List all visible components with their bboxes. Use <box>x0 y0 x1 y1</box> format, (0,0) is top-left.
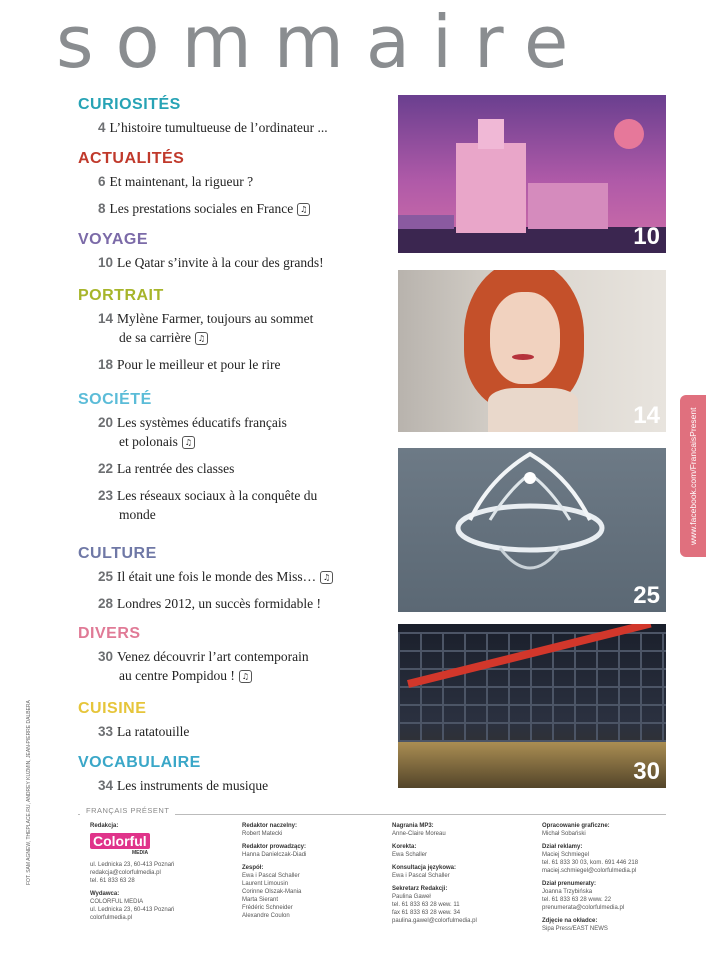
section-heading: CULTURE <box>78 545 157 562</box>
shore-shape <box>398 215 454 229</box>
toc-item[interactable] <box>98 647 368 685</box>
colorful-media-logo: Colorful MEDIA <box>90 833 230 857</box>
credit-line: Anne-Claire Moreau <box>392 831 446 837</box>
credit-line: Michał Sobański <box>542 831 586 837</box>
item-title: La rentrée des classes <box>117 461 235 476</box>
photo-page-number: 10 <box>633 223 660 250</box>
page-number: 8 <box>98 201 106 216</box>
credit-block <box>542 917 692 933</box>
item-title: Les réseaux sociaux à la conquête du <box>117 488 318 503</box>
lobby-shape <box>398 742 666 788</box>
credit-label: Redaktor naczelny: <box>242 823 298 829</box>
item-title: au centre Pompidou ! <box>119 668 235 683</box>
page-number: 20 <box>98 415 114 430</box>
photo-page-number: 14 <box>633 402 660 429</box>
credit-line: maciej.schmiegel@colorfulmedia.pl <box>542 868 637 874</box>
label-wydawca: Wydawca: <box>90 891 120 897</box>
moon-shape <box>614 119 644 149</box>
item-title: Il était une fois le monde des Miss… <box>117 569 317 584</box>
photo-tiara <box>398 448 666 612</box>
credit-label: Zespół: <box>242 865 264 871</box>
item-title: Londres 2012, un succès formidable ! <box>117 596 321 611</box>
credit-label: Sekretarz Redakcji: <box>392 886 448 892</box>
credit-line: Laurent Limousin <box>242 881 289 887</box>
audio-icon[interactable]: ♫ <box>195 332 208 345</box>
page-number: 14 <box>98 311 114 326</box>
credit-line: Maciej Schmiegel <box>542 852 590 858</box>
credit-line: tel. 61 833 63 28 wew. 11 <box>392 902 460 908</box>
toc-item[interactable] <box>98 253 368 272</box>
credit-block <box>242 864 382 920</box>
wydawca-details: COLORFUL MEDIA ul. Lednicka 23, 60-413 Poznań colorfulmedia.pl <box>90 899 175 921</box>
toc-item[interactable] <box>98 199 368 218</box>
photo-page-number: 30 <box>633 758 660 785</box>
face-shape <box>490 292 560 384</box>
page-number: 4 <box>98 120 106 135</box>
photo-mylene-farmer <box>398 270 666 432</box>
footer-col-production <box>392 822 532 930</box>
page-number: 10 <box>98 255 114 270</box>
credit-line: fax 61 833 63 28 wew. 34 <box>392 910 461 916</box>
credit-line: Ewa Schaller <box>392 852 428 858</box>
item-title: Et maintenant, la rigueur ? <box>109 174 254 189</box>
page-number: 23 <box>98 488 114 503</box>
building-shape <box>456 143 526 233</box>
item-title: Les instruments de musique <box>117 778 269 793</box>
item-title: Pour le meilleur et pour le rire <box>117 357 281 372</box>
hand-shape <box>488 388 578 432</box>
credit-line: Alexandre Coulon <box>242 913 290 919</box>
page-number: 34 <box>98 778 114 793</box>
item-title: Les systèmes éducatifs français <box>117 415 287 430</box>
page-number: 6 <box>98 174 106 189</box>
page-number: 28 <box>98 596 114 611</box>
redakcja-address: ul. Lednicka 23, 60-413 Poznań redakcja@colorfulmedia.pl tel. 61 833 63 28 <box>90 862 175 884</box>
credit-line: Ewa i Pascal Schaller <box>392 873 450 879</box>
credit-block <box>242 822 382 838</box>
page-number: 33 <box>98 724 114 739</box>
section-heading: VOYAGE <box>78 231 148 248</box>
item-title: et polonais <box>119 434 178 449</box>
item-title: L’histoire tumultueuse de l’ordinateur ... <box>109 120 328 135</box>
footer-col-publisher <box>90 822 230 922</box>
credit-line: Robert Matecki <box>242 831 283 837</box>
audio-icon[interactable]: ♫ <box>320 571 333 584</box>
credit-block <box>542 880 692 912</box>
credit-line: Joanna Trzybińska <box>542 889 593 895</box>
item-title: La ratatouille <box>117 724 190 739</box>
credit-line: Frédéric Schneider <box>242 905 293 911</box>
facebook-tab[interactable] <box>680 395 706 557</box>
item-title: monde <box>119 507 156 522</box>
toc-item[interactable] <box>98 486 368 524</box>
credit-label: Korekta: <box>392 844 417 850</box>
credit-label: Opracowanie graficzne: <box>542 823 610 829</box>
section-heading: CUISINE <box>78 700 147 717</box>
toc-item[interactable] <box>98 567 368 586</box>
toc-item[interactable] <box>98 118 368 137</box>
credit-line: Ewa i Pascal Schaller <box>242 873 300 879</box>
item-title: Les prestations sociales en France <box>109 201 294 216</box>
credit-line: Paulina Gaweł <box>392 894 431 900</box>
credit-block <box>392 822 532 838</box>
item-title: de sa carrière <box>119 330 191 345</box>
credit-block <box>242 843 382 859</box>
credit-block <box>392 843 532 859</box>
water-shape <box>398 227 666 253</box>
lips-shape <box>512 354 534 360</box>
page-number: 25 <box>98 569 114 584</box>
toc-item[interactable] <box>98 172 368 191</box>
section-heading: VOCABULAIRE <box>78 754 201 771</box>
section-heading: SOCIÉTÉ <box>78 391 152 408</box>
credit-line: Marta Sierant <box>242 897 279 903</box>
credit-line: Hanna Danielczak-Diadi <box>242 852 307 858</box>
credit-block <box>542 822 692 838</box>
credit-line: tel. 61 833 63 28 www. 22 <box>542 897 612 903</box>
footer-brand: FRANÇAIS PRÉSENT <box>80 806 175 815</box>
audio-icon[interactable]: ♫ <box>182 436 195 449</box>
page-number: 18 <box>98 357 114 372</box>
credit-label: Redaktor prowadzący: <box>242 844 307 850</box>
credit-line: paulina.gawel@colorfulmedia.pl <box>392 918 477 924</box>
credit-block <box>542 843 692 875</box>
section-heading: ACTUALITÉS <box>78 150 185 167</box>
toc-item[interactable] <box>98 459 368 478</box>
audio-icon[interactable]: ♫ <box>297 203 310 216</box>
toc-item[interactable] <box>98 413 368 451</box>
item-title: Venez découvrir l’art contemporain <box>117 649 309 664</box>
tower-shape <box>478 119 504 149</box>
section-heading: CURIOSITÉS <box>78 96 181 113</box>
page-title: sommaire <box>56 0 591 84</box>
credit-label: Zdjęcie na okładce: <box>542 918 598 924</box>
credit-label: Dział prenumeraty: <box>542 881 597 887</box>
toc-item[interactable] <box>98 355 368 374</box>
toc-item[interactable] <box>98 722 368 741</box>
label-redakcja: Redakcja: <box>90 823 119 829</box>
facebook-url[interactable]: www.facebook.com/FrancaisPresent <box>688 407 698 545</box>
credit-line: Sipa Press/EAST NEWS <box>542 926 608 932</box>
credit-block <box>392 864 532 880</box>
credit-line: prenumerata@colorfulmedia.pl <box>542 905 625 911</box>
credit-line: tel. 61 833 30 03, kom. 691 446 218 <box>542 860 639 866</box>
page-number: 22 <box>98 461 114 476</box>
toc-item[interactable] <box>98 309 368 347</box>
item-title: Le Qatar s’invite à la cour des grands! <box>117 255 324 270</box>
credit-label: Konsultacja językowa: <box>392 865 457 871</box>
footer-col-editors <box>242 822 382 925</box>
toc-item[interactable] <box>98 594 368 613</box>
photo-credit: FOT. SAM AGNEW, THEPLACE.RU, ANDREY KUZMIN, JEAN-PIERRE DALBERA <box>26 700 32 885</box>
page-number: 30 <box>98 649 114 664</box>
section-heading: DIVERS <box>78 625 141 642</box>
section-heading: PORTRAIT <box>78 287 164 304</box>
photo-page-number: 25 <box>633 582 660 609</box>
credit-line: Corinne Olszak-Mania <box>242 889 302 895</box>
toc-item[interactable] <box>98 776 368 795</box>
credit-label: Dział reklamy: <box>542 844 583 850</box>
credit-label: Nagrania MP3: <box>392 823 434 829</box>
item-title: Mylène Farmer, toujours au sommet <box>117 311 314 326</box>
footer-col-business <box>542 822 692 938</box>
credit-block <box>392 885 532 925</box>
photo-centre-pompidou <box>398 624 666 788</box>
wing-shape <box>528 183 608 229</box>
tiara-shape <box>450 448 610 598</box>
photo-qatar-museum <box>398 95 666 253</box>
audio-icon[interactable]: ♫ <box>239 670 252 683</box>
